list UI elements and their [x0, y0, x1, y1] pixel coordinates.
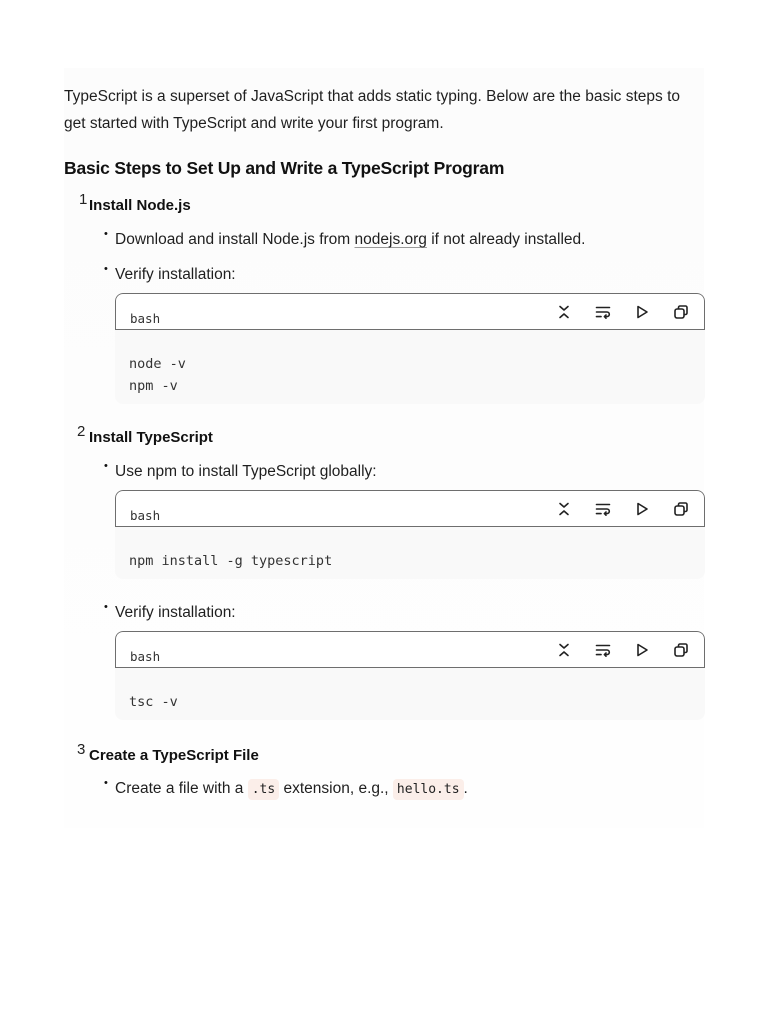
bullet-icon: • — [104, 263, 108, 275]
bullet-verify-node: Verify installation: — [115, 266, 236, 283]
code-language-label: bash — [130, 649, 161, 664]
nodejs-link[interactable]: nodejs.org — [354, 231, 427, 248]
code-block-body — [115, 668, 705, 720]
code-line: node -v — [129, 356, 186, 372]
bullet-icon: • — [104, 228, 108, 240]
code-toolbar — [555, 641, 690, 659]
bullet-create-file: Create a file with a .ts extension, e.g., hello.ts . — [115, 780, 468, 798]
wrap-lines-icon[interactable] — [594, 641, 612, 659]
step-title-1: Install Node.js — [89, 197, 191, 214]
code-line: npm install -g typescript — [129, 553, 333, 569]
step-number-1: 1 — [79, 191, 88, 208]
code-line: npm -v — [129, 378, 178, 394]
bullet-icon: • — [104, 601, 108, 613]
wrap-lines-icon[interactable] — [594, 303, 612, 321]
code-block-header — [115, 293, 705, 330]
code-block-node-version — [115, 293, 705, 404]
code-block-body — [115, 330, 705, 404]
collapse-icon[interactable] — [555, 303, 573, 321]
step-title-2: Install TypeScript — [89, 429, 213, 446]
code-block-header — [115, 631, 705, 668]
collapse-icon[interactable] — [555, 641, 573, 659]
code-block-body — [115, 527, 705, 579]
copy-icon[interactable] — [672, 641, 690, 659]
code-block-npm-install — [115, 490, 705, 579]
copy-icon[interactable] — [672, 500, 690, 518]
bullet-verify-typescript: Verify installation: — [115, 604, 236, 621]
code-line: tsc -v — [129, 694, 178, 710]
wrap-lines-icon[interactable] — [594, 500, 612, 518]
intro-paragraph: TypeScript is a superset of JavaScript that adds static typing. Below are the basic steps to get started with TypeScript and write your first program. — [64, 88, 681, 132]
code-block-header — [115, 490, 705, 527]
code-block-tsc-version — [115, 631, 705, 720]
run-icon[interactable] — [633, 303, 651, 321]
bullet-icon: • — [104, 777, 108, 789]
copy-icon[interactable] — [672, 303, 690, 321]
bullet-download-node: Download and install Node.js from nodejs.org if not already installed. — [115, 231, 586, 248]
step-number-3: 3 — [77, 741, 86, 758]
code-toolbar — [555, 500, 690, 518]
collapse-icon[interactable] — [555, 500, 573, 518]
step-number-2: 2 — [77, 423, 86, 440]
step-title-3: Create a TypeScript File — [89, 747, 259, 764]
run-icon[interactable] — [633, 641, 651, 659]
run-icon[interactable] — [633, 500, 651, 518]
inline-code-filename: hello.ts — [393, 779, 464, 800]
bullet-icon: • — [104, 460, 108, 472]
inline-code-ts-extension: .ts — [248, 779, 279, 800]
section-heading: Basic Steps to Set Up and Write a TypeScript Program — [64, 158, 505, 178]
code-language-label: bash — [130, 311, 161, 326]
bullet-install-typescript: Use npm to install TypeScript globally: — [115, 463, 377, 480]
code-toolbar — [555, 303, 690, 321]
code-language-label: bash — [130, 508, 161, 523]
